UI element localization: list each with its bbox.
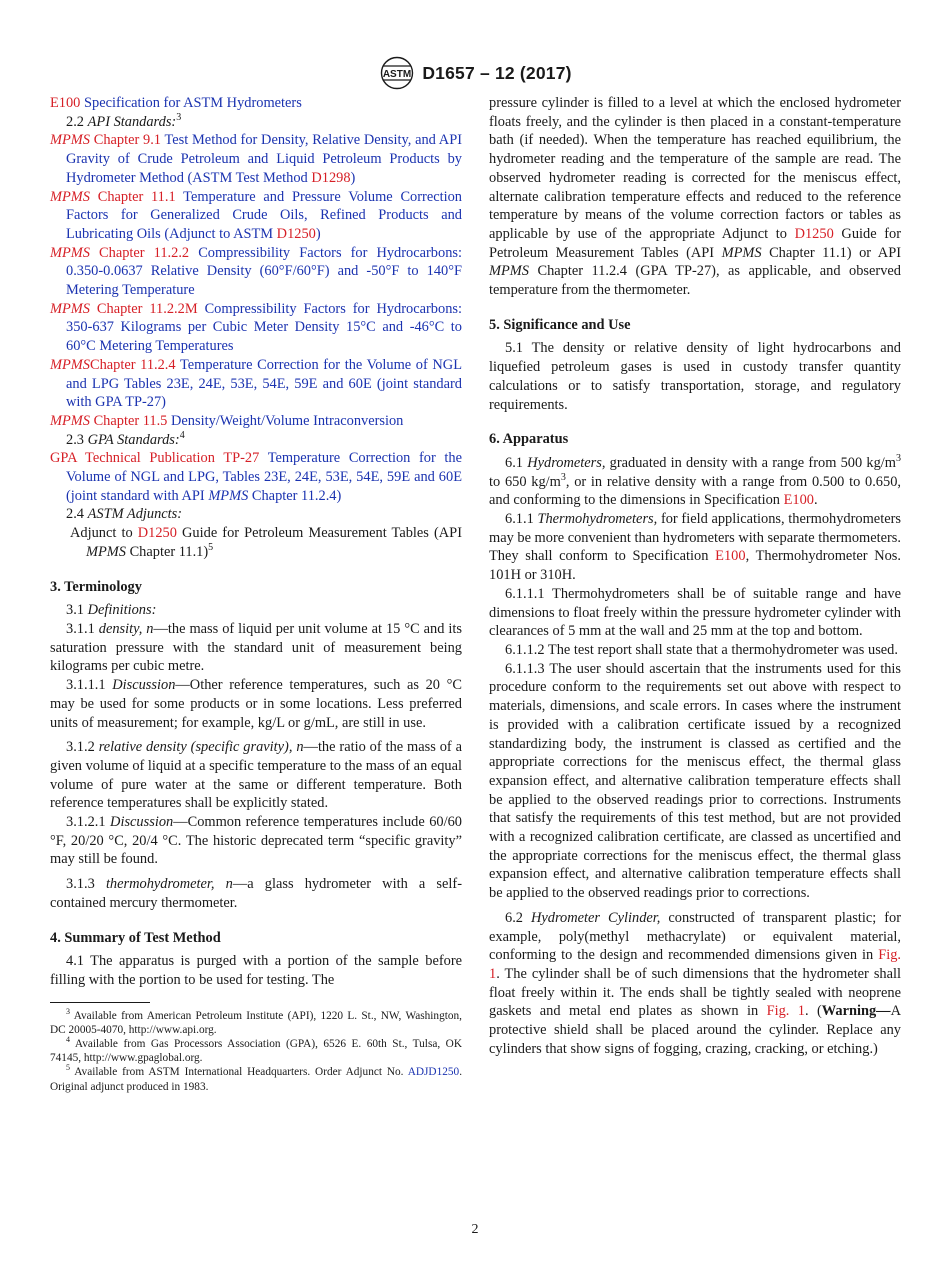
gpa-standards-heading: 2.3 GPA Standards:$^4$ <box>66 429 185 448</box>
ref-mpms-9-1: MPMS Chapter 9.1 Test Method for Density, Relative Density, and API Gravity of Crude Petroleum and Liquid Petroleum Products by Hydrometer Method (ASTM Test Method D1298) <box>50 132 462 186</box>
link-mpms-9-1[interactable]: Chapter 9.1 <box>93 132 162 149</box>
para-3-1-1-1: 3.1.1.1 Discussion—Other reference temperatures, such as 20 °C may be used for some products or in some locations. Less preferred units of measurement; for example, kg/L or g/mL, are still in use. <box>50 677 462 731</box>
ref-mpms-11-2-4: MPMSChapter 11.2.4 Temperature Correction for the Volume of NGL and LPG Tables 23E, 24E, 53E, 54E, 59E and 60E (joint standard with GPA TP-27) <box>50 356 462 411</box>
link-mpms-11-2-2m[interactable]: Chapter 11.2.2M <box>96 300 198 317</box>
link-mpms-11-1[interactable]: Chapter 11.1 <box>97 188 176 205</box>
page-number: 2 <box>471 1222 479 1237</box>
section-heading-terminology: 3. Terminology <box>50 578 142 595</box>
para-6-1-1-2: 6.1.1.2 The test report shall state that a thermohydrometer was used. <box>505 641 898 658</box>
link-6-1-1-e100[interactable]: E100 <box>715 548 746 565</box>
para-5-1: 5.1 The density or relative density of light hydrocarbons and liquefied petroleum gases is used in custody transfer quantity calculations or to satisfy transportation, storage, and regulatory requirements. <box>489 340 901 413</box>
link-e100[interactable]: E100 <box>50 95 81 111</box>
section-heading-apparatus: 6. Apparatus <box>489 431 569 448</box>
section-heading-significance: 5. Significance and Use <box>489 316 631 333</box>
section-heading-summary: 4. Summary of Test Method <box>50 929 221 946</box>
link-mpms-11-2-4[interactable]: Chapter 11.2.4 <box>89 356 176 373</box>
link-6-1-e100[interactable]: E100 <box>783 492 814 509</box>
para-6-1-1: 6.1.1 Thermohydrometers, for field applications, thermohydrometers may be more convenient than hydrometers with separate thermometers. They shall conform to Specification E100, Thermohydrometer Nos. 101H or 310H. <box>489 511 901 584</box>
para-4-1-continued: pressure cylinder is filled to a level at which the enclosed hydrometer floats freely, and the cylinder is then placed in a constant-temperature bath (if needed). When the temperature has reached equilibrium, the hydrometer reading and the temperature of the sample are read. The observed hydrometer reading is corrected for the meniscus effect, alternate calibration temperature effects and reduced to the reference temperature by means of the volume correction factors or tables as applicable by use of the appropriate Adjunct to D1250 Guide for Petroleum Measurement Tables (API MPMS Chapter 11.1) or API MPMS Chapter 11.2.4 (GPA TP-27), as applicable, and observed temperature from the thermometer. <box>489 95 901 299</box>
link-mpms-11-2-2[interactable]: Chapter 11.2.2 <box>99 244 190 261</box>
para-6-1: 6.1 Hydrometers, graduated in density with a range from 500 $kg/m^3$ to 650 $kg/m^3$, or in relative density with a range from 0.500 to 0.650, and conforming to the dimensions in Specification E100. <box>489 453 901 509</box>
page-header <box>0 56 950 90</box>
astm-logo-icon <box>378 56 416 90</box>
ref-adjunct: Adjunct to D1250 Guide for Petroleum Measurement Tables (API MPMS Chapter 11.1)$^5$ <box>70 525 462 560</box>
ref-e100-title[interactable]: Specification for ASTM Hydrometers <box>84 95 302 111</box>
api-standards-heading: 2.2 API Standards:$^3$ <box>66 111 182 130</box>
link-d1250[interactable]: D1250 <box>276 225 316 242</box>
document-id: D1657 – 12 (2017) <box>422 62 572 83</box>
para-3-1: 3.1 Definitions: <box>66 602 157 619</box>
ref-mpms-11-2-2m: MPMS Chapter 11.2.2M Compressibility Factors for Hydrocarbons: 350-637 Kilograms per Cubic Meter Density 15°C and -46°C to 60°C Metering Temperatures <box>50 300 462 355</box>
footnote-3: $^3$ Available from American Petroleum Institute (API), 1220 L. St., NW, Washington, DC 20005-4070, http://www.api.org. <box>50 1006 462 1036</box>
para-6-1-1-3: 6.1.1.3 The user should ascertain that the instruments used for this procedure conform to the requirements set out above with respect to materials, dimensions, and scale errors. In cases where the instrument is provided with a calibration certificate issued by a recognized standardizing body, the instrument is classed as certified and the appropriate corrections for the meniscus effect, the thermal glass expansion effect, and alternative calibration temperature effects shall be applied to the observed readings prior to corrections. Instruments that satisfy the requirements of this test method, but are not provided with a recognized calibration certificate, are classed as uncertified and the appropriate corrections for the meniscus effect, the thermal glass expansion effect, and alternative calibration temperature effects shall be applied to the observed readings prior to corrections. <box>489 660 901 902</box>
left-column <box>50 94 462 1094</box>
right-column <box>489 94 901 1058</box>
link-adjd1250[interactable]: ADJD1250 <box>407 1066 460 1079</box>
ref-gpa-tp27: GPA Technical Publication TP-27 Temperature Correction for the Volume of NGL and LPG, Tables 23E, 24E, 53E, 54E, 59E and 60E (joint standard with API MPMS Chapter 11.2.4) <box>50 450 462 504</box>
link-mpms-11-5[interactable]: Chapter 11.5 <box>93 412 168 429</box>
svg-text:ASTM: ASTM <box>383 69 412 80</box>
ref-e100 <box>50 94 462 113</box>
link-fig-1[interactable]: Fig. 1 <box>489 947 901 982</box>
link-d1298[interactable]: D1298 <box>311 169 351 186</box>
para-3-1-3: 3.1.3 thermohydrometer, n—a glass hydrometer with a self-contained mercury thermometer. <box>50 876 463 911</box>
link-fig-1-second[interactable]: Fig. 1 <box>766 1003 805 1020</box>
para-3-1-2-1: 3.1.2.1 Discussion—Common reference temperatures include 60/60 °F, 20/20 °C, 20/4 °C. The historic deprecated term “specific gravity” may still be found. <box>50 814 462 868</box>
link-adjunct-d1250[interactable]: D1250 <box>137 525 177 542</box>
footnote-divider <box>50 1002 150 1003</box>
link-summary-d1250[interactable]: D1250 <box>794 225 834 242</box>
link-tp27[interactable]: TP-27 <box>223 450 260 467</box>
para-3-1-2: 3.1.2 relative density (specific gravity), n—the ratio of the mass of a given volume of liquid at a specific temperature to the mass of an equal volume of pure water at the same or different temperature. Both reference temperatures shall be explicitly stated. <box>50 739 462 812</box>
para-6-2: 6.2 Hydrometer Cylinder, constructed of transparent plastic; for example, poly(methyl methacrylate) or equivalent material, conforming to the design and recommended dimensions given in Fig. 1. The cylinder shall be of such dimensions that the hydrometer shall float freely within it. The ends shall be tightly sealed with neoprene gaskets and metal end plates as shown in Fig. 1. (Warning—A protective shield shall be placed around the cylinder. Replace any cylinders that show signs of fogging, crazing, cracking, or etching.) <box>489 909 902 1057</box>
ref-mpms-11-1: MPMS Chapter 11.1 Temperature and Pressure Volume Correction Factors for Generalized Crude Oils, Refined Products and Lubricating Oils (Adjunct to ASTM D1250) <box>50 188 462 242</box>
footnote-5: $^5$ Available from ASTM International Headquarters. Order Adjunct No. ADJD1250. Original adjunct produced in 1983. <box>50 1063 463 1093</box>
para-3-1-1: 3.1.1 density, n—the mass of liquid per unit volume at 15 °C and its saturation pressure with the standard unit of measurement being kilograms per cubic metre. <box>50 620 463 675</box>
ref-mpms-11-2-2: MPMS Chapter 11.2.2 Compressibility Factors for Hydrocarbons: 0.350-0.0637 Relative Density (60°F/60°F) and -50°F to 140°F Metering Temperature <box>50 244 462 299</box>
ref-mpms-11-5: MPMS Chapter 11.5 Density/Weight/Volume Intraconversion <box>50 412 404 429</box>
para-4-1: 4.1 The apparatus is purged with a portion of the sample before filling with the portion to be used for testing. The <box>50 953 462 988</box>
para-6-1-1-1: 6.1.1.1 Thermohydrometers shall be of suitable range and have dimensions to float freely within the pressure hydrometer cylinder with clearances of 5 mm at the wall and 25 mm at the top and bottom. <box>489 585 901 640</box>
footnote-4: $^4$ Available from Gas Processors Association (GPA), 6526 E. 60th St., Tulsa, OK 74145, http://www.gpaglobal.org. <box>50 1035 462 1065</box>
astm-adjuncts-heading: 2.4 ASTM Adjuncts: <box>66 506 183 523</box>
